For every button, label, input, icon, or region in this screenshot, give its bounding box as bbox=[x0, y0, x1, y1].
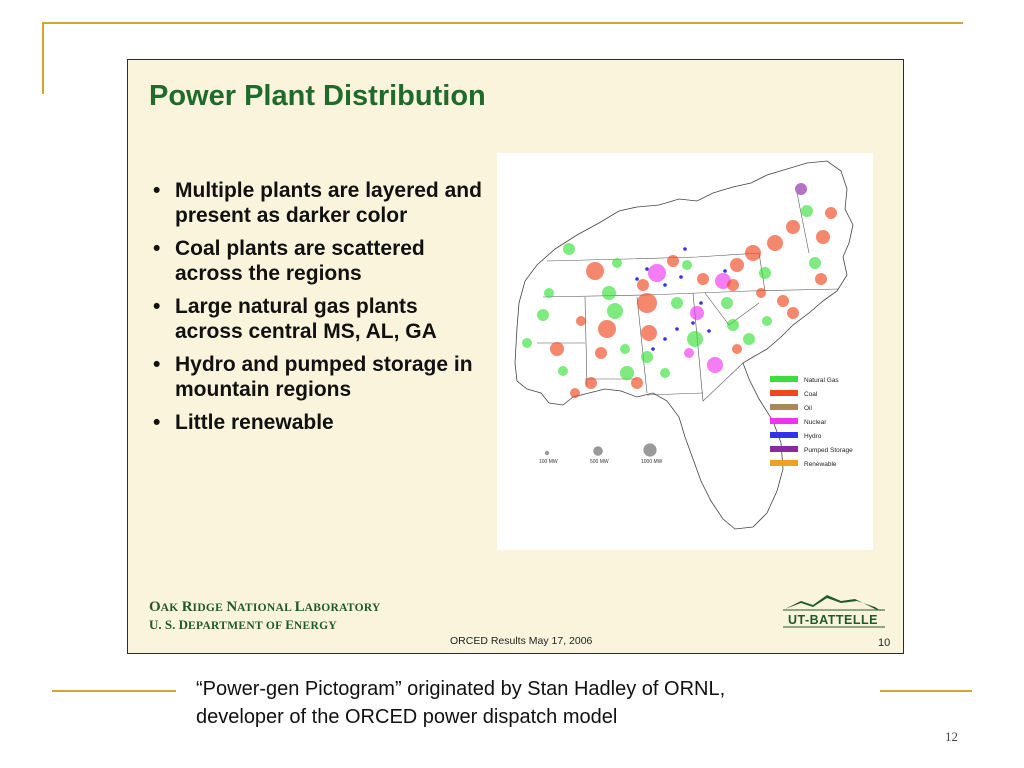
legend-label: Hydro bbox=[804, 433, 822, 440]
plant-bubble bbox=[721, 297, 733, 309]
plant-bubble bbox=[667, 255, 679, 267]
bullet-item: • Hydro and pumped storage in mountain regions bbox=[150, 352, 490, 402]
org-name-doe: U. S. DEPARTMENT OF ENERGY bbox=[149, 617, 337, 632]
power-plant-map bbox=[497, 153, 873, 550]
plant-bubble bbox=[631, 377, 643, 389]
plant-bubble bbox=[651, 347, 655, 351]
plant-bubble bbox=[522, 338, 532, 348]
slide-image bbox=[127, 59, 904, 654]
legend-swatch-renewable bbox=[770, 460, 798, 466]
plant-bubble bbox=[697, 273, 709, 285]
plant-bubble bbox=[663, 283, 667, 287]
plant-bubble bbox=[756, 288, 766, 298]
plant-bubble bbox=[586, 262, 604, 280]
plant-bubble bbox=[637, 293, 657, 313]
plant-bubble bbox=[570, 388, 580, 398]
plant-bubble bbox=[595, 347, 607, 359]
plant-bubbles bbox=[522, 183, 837, 398]
slide-footer-number: 10 bbox=[878, 637, 891, 649]
plant-bubble bbox=[620, 344, 630, 354]
plant-bubble bbox=[816, 230, 830, 244]
plant-bubble bbox=[727, 319, 739, 331]
plant-bubble bbox=[707, 357, 723, 373]
bullet-item: • Large natural gas plants across central MS, AL, GA bbox=[150, 294, 490, 344]
plant-bubble bbox=[550, 342, 564, 356]
plant-bubble bbox=[620, 366, 634, 380]
size-key-label: 100 MW bbox=[539, 459, 558, 465]
plant-bubble bbox=[682, 260, 692, 270]
region-outline bbox=[515, 161, 853, 529]
legend-label: Pumped Storage bbox=[804, 447, 853, 454]
legend-label: Renewable bbox=[804, 461, 837, 468]
plant-bubble bbox=[598, 320, 616, 338]
plant-bubble bbox=[563, 243, 575, 255]
size-key-label: 1000 MW bbox=[641, 459, 663, 465]
caption-line: “Power-gen Pictogram” originated by Stan Hadley of ORNL, bbox=[196, 678, 726, 700]
bullet-item: • Coal plants are scattered across the regions bbox=[150, 236, 490, 286]
caption-rule-left bbox=[52, 690, 176, 692]
plant-bubble bbox=[679, 275, 683, 279]
plant-bubble bbox=[660, 368, 670, 378]
legend-swatch-nuclear bbox=[770, 418, 798, 424]
plant-bubble bbox=[684, 348, 694, 358]
plant-bubble bbox=[645, 267, 649, 271]
plant-bubble bbox=[691, 321, 695, 325]
size-key-100 bbox=[545, 451, 549, 455]
plant-bubble bbox=[641, 351, 653, 363]
caption-line: developer of the ORCED power dispatch model bbox=[196, 706, 618, 728]
plant-bubble bbox=[558, 366, 568, 376]
plant-bubble bbox=[641, 325, 657, 341]
page-number: 12 bbox=[945, 729, 958, 744]
plant-bubble bbox=[612, 258, 622, 268]
legend-swatch-pumped-storage bbox=[770, 446, 798, 452]
plant-bubble bbox=[585, 377, 597, 389]
plant-bubble bbox=[777, 295, 789, 307]
plant-bubble bbox=[787, 307, 799, 319]
plant-bubble bbox=[663, 337, 667, 341]
legend-label: Nuclear bbox=[804, 419, 827, 426]
plant-bubble bbox=[767, 235, 783, 251]
plant-bubble bbox=[801, 205, 813, 217]
plant-bubble bbox=[745, 245, 761, 261]
legend-swatch-coal bbox=[770, 390, 798, 396]
bullet-item: • Multiple plants are layered and present as darker color bbox=[150, 178, 490, 228]
plant-bubble bbox=[607, 303, 623, 319]
size-key-500 bbox=[593, 446, 603, 456]
plant-bubble bbox=[635, 277, 639, 281]
plant-bubble bbox=[759, 267, 771, 279]
size-key bbox=[539, 443, 663, 465]
plant-bubble bbox=[637, 279, 649, 291]
ut-battelle-wordmark: UT-BATTELLE bbox=[788, 613, 878, 627]
legend-swatch-hydro bbox=[770, 432, 798, 438]
map-legend bbox=[770, 376, 853, 468]
map-svg bbox=[497, 153, 873, 550]
plant-bubble bbox=[730, 258, 744, 272]
legend-label: Oil bbox=[804, 405, 812, 412]
plant-bubble bbox=[602, 286, 616, 300]
legend-swatch-natural-gas bbox=[770, 376, 798, 382]
plant-bubble bbox=[687, 331, 703, 347]
plant-bubble bbox=[576, 316, 586, 326]
plant-bubble bbox=[544, 288, 554, 298]
plant-bubble bbox=[690, 306, 704, 320]
plant-bubble bbox=[675, 327, 679, 331]
plant-bubble bbox=[795, 183, 807, 195]
org-name-lab: OAK RIDGE NATIONAL LABORATORY bbox=[149, 599, 381, 615]
slide-title: Power Plant Distribution bbox=[149, 80, 486, 112]
plant-bubble bbox=[648, 264, 666, 282]
legend-label: Coal bbox=[804, 391, 818, 398]
plant-bubble bbox=[537, 309, 549, 321]
legend-swatch-oil bbox=[770, 404, 798, 410]
plant-bubble bbox=[732, 344, 742, 354]
plant-bubble bbox=[815, 273, 827, 285]
size-key-label: 500 MW bbox=[590, 459, 609, 465]
plant-bubble bbox=[671, 297, 683, 309]
plant-bubble bbox=[743, 333, 755, 345]
plant-bubble bbox=[809, 257, 821, 269]
mountain-icon bbox=[785, 595, 881, 611]
bullet-list bbox=[150, 178, 490, 443]
plant-bubble bbox=[707, 329, 711, 333]
plant-bubble bbox=[723, 269, 727, 273]
left-rule bbox=[42, 22, 44, 94]
plant-bubble bbox=[727, 279, 739, 291]
legend-label: Natural Gas bbox=[804, 377, 839, 384]
top-rule bbox=[42, 22, 963, 24]
bullet-item: • Little renewable bbox=[150, 410, 490, 435]
plant-bubble bbox=[683, 247, 687, 251]
plant-bubble bbox=[825, 207, 837, 219]
size-key-1000 bbox=[643, 443, 656, 456]
plant-bubble bbox=[762, 316, 772, 326]
slide-footer-date: ORCED Results May 17, 2006 bbox=[450, 635, 593, 647]
caption-rule-right bbox=[880, 690, 972, 692]
plant-bubble bbox=[786, 220, 800, 234]
caption bbox=[196, 675, 725, 731]
plant-bubble bbox=[699, 301, 703, 305]
